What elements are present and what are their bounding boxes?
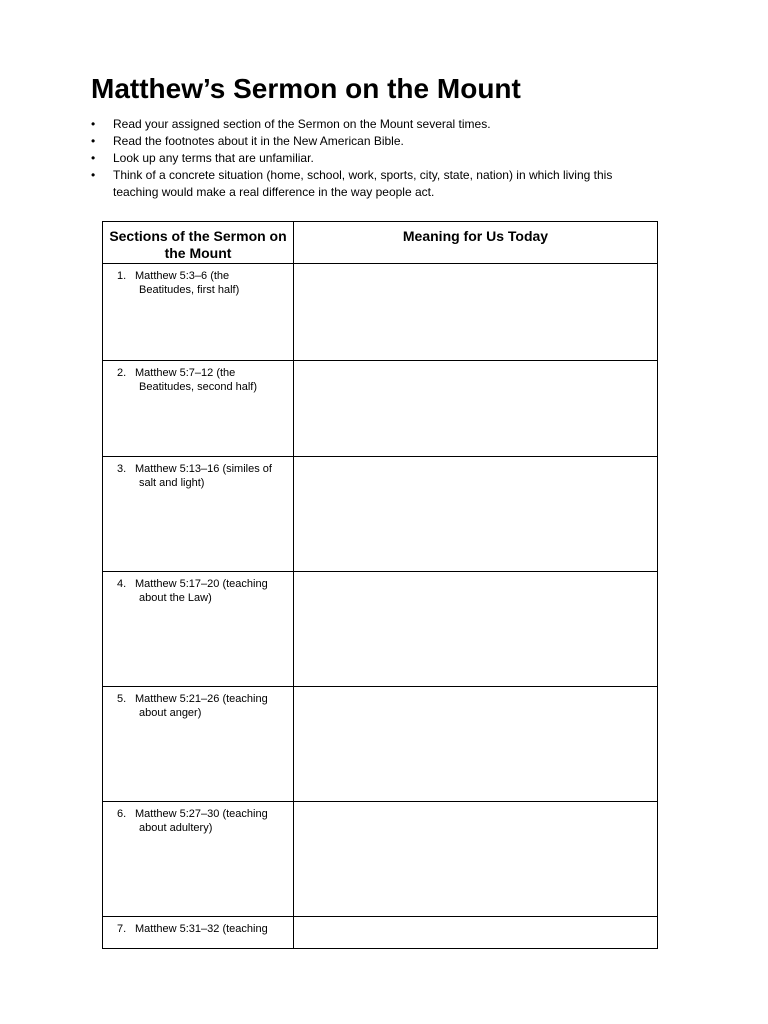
section-description: Beatitudes, second half) <box>139 381 258 393</box>
item-number: 1. <box>117 270 127 282</box>
page-title: Matthew’s Sermon on the Mount <box>91 73 521 104</box>
table-row <box>103 802 658 917</box>
item-number: 3. <box>117 463 127 475</box>
meaning-cell[interactable] <box>294 687 658 802</box>
meaning-cell[interactable] <box>294 361 658 457</box>
section-cell <box>103 457 294 572</box>
instruction-text: Think of a concrete situation (home, school, work, sports, city, state, nation) in which living this teaching would make a real difference in the way people act. <box>113 168 613 199</box>
sermon-worksheet-table <box>102 221 658 949</box>
section-cell <box>103 802 294 917</box>
meaning-cell[interactable] <box>294 802 658 917</box>
instruction-text: Read your assigned section of the Sermon on the Mount several times. <box>113 117 491 131</box>
header-sections: Sections of the Sermon on the Mount <box>103 222 294 264</box>
item-number: 7. <box>117 923 127 935</box>
section-reference: Matthew 5:13–16 (similes of <box>135 463 272 475</box>
instruction-item <box>91 133 651 150</box>
section-reference: Matthew 5:31–32 (teaching <box>135 923 268 935</box>
section-description: about anger) <box>139 707 202 719</box>
instruction-item <box>91 150 651 167</box>
instructions-list <box>91 116 651 201</box>
item-number: 5. <box>117 693 127 705</box>
section-reference: Matthew 5:21–26 (teaching <box>135 693 268 705</box>
instruction-item <box>91 116 651 133</box>
meaning-cell[interactable] <box>294 572 658 687</box>
section-reference: Matthew 5:3–6 (the <box>135 270 230 282</box>
table-row <box>103 264 658 361</box>
meaning-cell[interactable] <box>294 457 658 572</box>
item-number: 4. <box>117 578 127 590</box>
table-row <box>103 917 658 949</box>
instruction-text: Read the footnotes about it in the New American Bible. <box>113 134 404 148</box>
section-reference: Matthew 5:17–20 (teaching <box>135 578 268 590</box>
section-reference: Matthew 5:27–30 (teaching <box>135 808 268 820</box>
header-meaning: Meaning for Us Today <box>294 222 658 264</box>
section-cell <box>103 361 294 457</box>
instruction-item <box>91 167 651 201</box>
bullet-icon: • <box>91 168 96 182</box>
table-row <box>103 687 658 802</box>
section-cell <box>103 572 294 687</box>
section-description: about the Law) <box>139 592 212 604</box>
section-cell <box>103 687 294 802</box>
item-number: 6. <box>117 808 127 820</box>
meaning-cell[interactable] <box>294 264 658 361</box>
bullet-icon: • <box>91 151 96 165</box>
section-cell <box>103 917 294 949</box>
meaning-cell[interactable] <box>294 917 658 949</box>
table-row <box>103 572 658 687</box>
bullet-icon: • <box>91 117 96 131</box>
bullet-icon: • <box>91 134 96 148</box>
table-row <box>103 361 658 457</box>
instruction-text: Look up any terms that are unfamiliar. <box>113 151 314 165</box>
section-cell <box>103 264 294 361</box>
section-reference: Matthew 5:7–12 (the <box>135 367 236 379</box>
table-row <box>103 457 658 572</box>
table-header-row <box>103 222 658 264</box>
section-description: salt and light) <box>139 477 205 489</box>
section-description: about adultery) <box>139 822 213 834</box>
section-description: Beatitudes, first half) <box>139 284 240 296</box>
item-number: 2. <box>117 367 127 379</box>
